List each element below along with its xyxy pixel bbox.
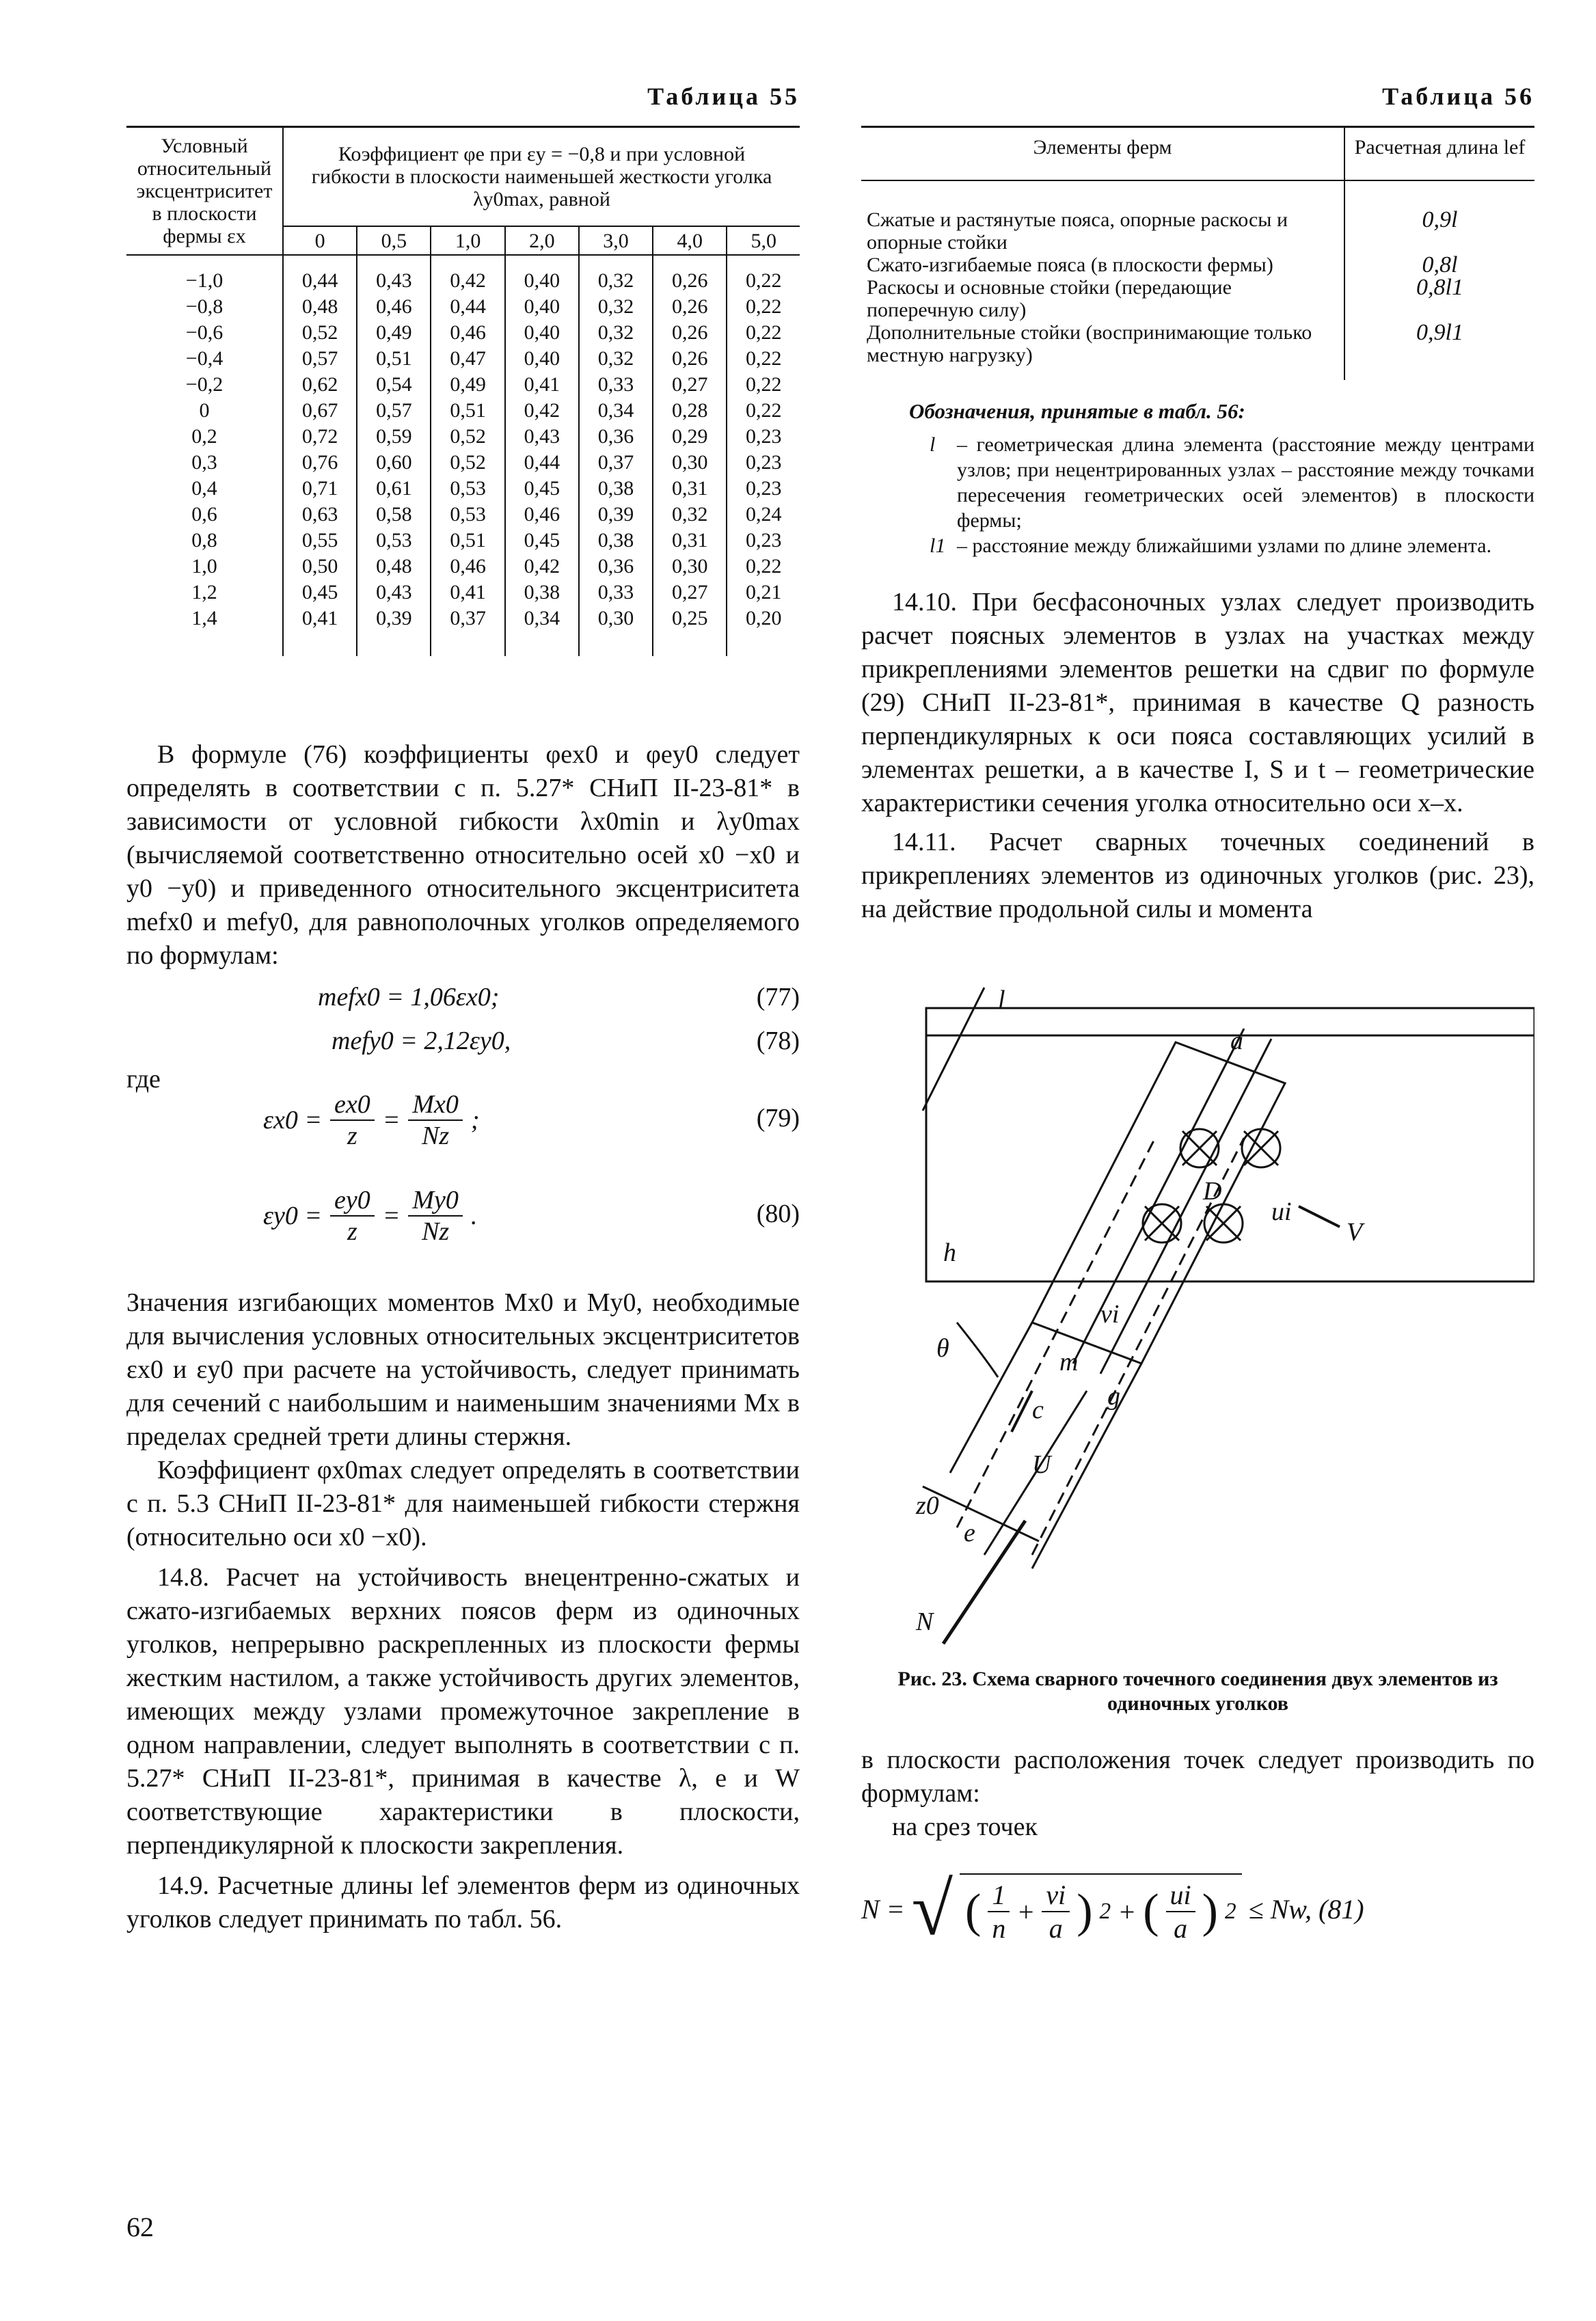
coefficient-cell: 0,53 [431,502,504,528]
where-label: где [126,1065,161,1094]
table55-lambda-header: 3,0 [579,226,653,255]
eccentricity-cell: 0,4 [191,477,217,500]
figure-label-vi: vi [1100,1300,1120,1329]
page-number: 62 [126,2212,154,2242]
coefficient-cell: 0,45 [505,476,579,502]
formula-80-lhs: εy0 = [263,1202,322,1230]
coefficient-cell: 0,26 [653,320,727,346]
coefficient-cell: 0,53 [357,528,431,554]
notes-list [861,432,1534,558]
table-row [861,321,1534,380]
eccentricity-cell: 0,8 [191,529,217,552]
note-symbol: l [930,433,936,456]
note-item [930,432,1534,533]
table56-body [861,180,1534,380]
figure-label-D: D [1203,1177,1222,1206]
note-text: – геометрическая длина элемента (расстояние между центрами узлов; при нецентрированных узлах – расстояние между точками пересечения геометрических осей элементов) в плоскости фермы; [957,433,1534,532]
figure-label-h: h [943,1238,956,1267]
figure-label-g: g [1107,1382,1120,1411]
formula-79-frac2-den: Nz [422,1122,450,1150]
figure-label-U: U [1032,1450,1051,1479]
coefficient-cell: 0,48 [357,554,431,580]
coefficient-cell: 0,53 [431,476,504,502]
table-row [126,424,800,450]
coefficient-cell: 0,38 [579,476,653,502]
coefficient-cell: 0,51 [431,528,504,554]
coefficient-cell: 0,30 [653,554,727,580]
coefficient-cell: 0,22 [727,372,800,398]
coefficient-cell: 0,32 [579,255,653,294]
coefficient-cell: 0,38 [579,528,653,554]
formula-79-number: (79) [756,1104,800,1132]
table-row [126,502,800,528]
coefficient-cell: 0,46 [505,502,579,528]
table55-lambda-header: 1,0 [431,226,504,255]
table55-group-header: Коэффициент φe при εy = −0,8 и при условной гибкости в плоскости наименьшей жесткости уголка λy0max, равной [283,127,800,227]
coefficient-cell: 0,63 [283,502,357,528]
coefficient-cell: 0,28 [653,398,727,424]
coefficient-cell: 0,21 [727,580,800,606]
table55-lambda-header: 5,0 [727,226,800,255]
coefficient-cell: 0,22 [727,255,800,294]
coefficient-cell: 0,57 [283,346,357,372]
table-row [126,255,800,294]
coefficient-cell: 0,31 [653,528,727,554]
coefficient-cell: 0,39 [357,606,431,656]
coefficient-cell: 0,47 [431,346,504,372]
coefficient-cell: 0,22 [727,294,800,320]
coefficient-cell: 0,37 [579,450,653,476]
coefficient-cell: 0,44 [283,255,357,294]
coefficient-cell: 0,30 [579,606,653,656]
formula-78-number: (78) [756,1027,800,1055]
table55-col1-header: Условный относительный эксцентриситет в плоскости фермы εx [126,127,283,256]
coefficient-cell: 0,52 [431,450,504,476]
left-paragraph-4: 14.8. Расчет на устойчивость внецентренно-сжатых и сжато-изгибаемых верхних поясов ферм из одиночных уголков, непрерывно раскрепленных из плоскости фермы жестким настилом, а также устойчивость других элементов, имеющих между узлами промежуточное закрепление в одном направлении, следует выполнять в соответствии с п. 5.27* СНиП II-23-81*, принимая в качестве λ, e и W соответствующие характеристики в плоскости, перпендикулярной к плоскости закрепления. [126,1563,800,1860]
coefficient-cell: 0,50 [283,554,357,580]
eccentricity-cell: −0,6 [185,321,224,344]
coefficient-cell: 0,48 [283,294,357,320]
coefficient-cell: 0,40 [505,346,579,372]
table56 [861,126,1534,380]
coefficient-cell: 0,46 [357,294,431,320]
coefficient-cell: 0,43 [357,255,431,294]
figure-23 [861,953,1534,1651]
figure-label-z0: z0 [916,1491,939,1520]
coefficient-cell: 0,27 [653,372,727,398]
coefficient-cell: 0,59 [357,424,431,450]
table-row [126,580,800,606]
coefficient-cell: 0,29 [653,424,727,450]
figure-label-e: e [964,1519,975,1547]
table55-lambda-header: 0,5 [357,226,431,255]
length-cell: 0,8l [1344,254,1534,276]
eccentricity-cell: −1,0 [185,269,224,292]
coefficient-cell: 0,51 [431,398,504,424]
notes-title: Обозначения, принятые в табл. 56: [909,399,1245,423]
formula-79: εx0 = $\frac{ex0}{z}$ = $\frac{Mx0}{Nz}$ ; (79) [263,1090,800,1150]
right-column [861,82,1534,1951]
coefficient-cell: 0,42 [431,255,504,294]
formula-78-expr: mefy0 = 2,12εy0, [332,1027,511,1055]
formula-80-frac1-num: ey0 [330,1185,375,1217]
coefficient-cell: 0,41 [505,372,579,398]
coefficient-cell: 0,44 [431,294,504,320]
coefficient-cell: 0,40 [505,294,579,320]
eccentricity-cell: −0,2 [185,373,224,396]
coefficient-cell: 0,67 [283,398,357,424]
left-paragraph-5: 14.9. Расчетные длины lef элементов ферм из одиночных уголков следует принимать по табл. 56. [126,1871,800,1933]
formula-77-number: (77) [756,983,800,1012]
coefficient-cell: 0,45 [505,528,579,554]
coefficient-cell: 0,43 [505,424,579,450]
coefficient-cell: 0,22 [727,320,800,346]
formula-80-frac1-den: z [347,1217,357,1246]
eccentricity-cell: 1,0 [191,555,217,578]
formula-80-frac2-num: My0 [408,1185,463,1217]
coefficient-cell: 0,42 [505,398,579,424]
table56-caption: Таблица 56 [1382,83,1534,110]
figure-diagonal-inner-2 [1100,1039,1271,1374]
table55-caption: Таблица 55 [647,83,800,110]
formula-81-a2: a [1174,1913,1188,1944]
coefficient-cell: 0,23 [727,476,800,502]
right-paragraph-4: на срез точек [892,1813,1038,1841]
coefficient-cell: 0,41 [431,580,504,606]
length-cell: 0,9l [1344,180,1534,254]
figure-diagonal-band [1032,1042,1285,1363]
table-row [126,346,800,372]
note-text: – расстояние между ближайшими узлами по длине элемента. [957,534,1492,557]
eccentricity-cell: 0 [199,399,210,422]
coefficient-cell: 0,43 [357,580,431,606]
coefficient-cell: 0,27 [653,580,727,606]
formula-81-a1: a [1049,1913,1063,1944]
coefficient-cell: 0,76 [283,450,357,476]
formula-81-rhs: ≤ Nw, (81) [1248,1893,1364,1925]
formula-80-number: (80) [756,1199,800,1228]
figure-label-l: l [998,986,1005,1014]
table-row [126,450,800,476]
formula-77-expr: mefx0 = 1,06εx0; [318,983,500,1012]
coefficient-cell: 0,49 [357,320,431,346]
coefficient-cell: 0,23 [727,424,800,450]
coefficient-cell: 0,55 [283,528,357,554]
coefficient-cell: 0,30 [653,450,727,476]
coefficient-cell: 0,22 [727,398,800,424]
coefficient-cell: 0,41 [283,606,357,656]
table-row [861,180,1534,254]
coefficient-cell: 0,34 [579,398,653,424]
coefficient-cell: 0,39 [579,502,653,528]
figure-label-m: m [1059,1348,1079,1376]
coefficient-cell: 0,32 [579,346,653,372]
coefficient-cell: 0,60 [357,450,431,476]
figure-label-u: ui [1271,1197,1292,1226]
figure-angle-theta [957,1322,998,1377]
figure-force-V [1299,1206,1340,1227]
table-row [126,320,800,346]
coefficient-cell: 0,61 [357,476,431,502]
coefficient-cell: 0,54 [357,372,431,398]
formula-77 [126,982,800,1026]
formula-79-lhs: εx0 = [263,1106,322,1135]
element-cell: Дополнительные стойки (воспринимающие только местную нагрузку) [867,321,1312,366]
coefficient-cell: 0,71 [283,476,357,502]
coefficient-cell: 0,45 [283,580,357,606]
coefficient-cell: 0,72 [283,424,357,450]
coefficient-cell: 0,26 [653,346,727,372]
coefficient-cell: 0,33 [579,372,653,398]
table-row [861,276,1534,321]
coefficient-cell: 0,36 [579,424,653,450]
formula-81-vi: vi [1042,1879,1070,1912]
right-paragraph-1: 14.10. При бесфасоночных узлах следует производить расчет поясных элементов в узлах на участках между прикреплениями элементов решетки на сдвиг по формуле (29) СНиП II-23-81*, принимая в качестве Q разность перпендикулярных к оси пояса составляющих усилий в элементах решетки, а в качестве I, S и t – геометрические характеристики сечения уголка относительно оси x–x. [861,588,1534,817]
coefficient-cell: 0,46 [431,554,504,580]
coefficient-cell: 0,37 [431,606,504,656]
coefficient-cell: 0,57 [357,398,431,424]
coefficient-cell: 0,34 [505,606,579,656]
left-paragraph-2: Значения изгибающих моментов Mx0 и My0, необходимые для вычисления условных относительных эксцентриситетов εx0 и εy0 при расчете на устойчивость, следует принимать для сечений с наибольшим и наименьшим значениями Mx в пределах средней трети длины стержня. [126,1288,800,1451]
figure-force-U [1012,1391,1032,1432]
eccentricity-cell: −0,8 [185,295,224,318]
figure-label-N: N [916,1607,934,1636]
right-paragraph-3: в плоскости расположения точек следует производить по формулам: [861,1746,1534,1808]
table-row [126,606,800,656]
coefficient-cell: 0,31 [653,476,727,502]
table55-lambda-header: 4,0 [653,226,727,255]
coefficient-cell: 0,44 [505,450,579,476]
coefficient-cell: 0,24 [727,502,800,528]
eccentricity-cell: 1,4 [191,607,217,629]
formula-81-ui: ui [1166,1879,1195,1912]
coefficient-cell: 0,25 [653,606,727,656]
right-paragraph-2: 14.11. Расчет сварных точечных соединений в прикреплениях элементов из одиночных уголков (рис. 23), на действие продольной силы и момента [861,828,1534,923]
coefficient-cell: 0,33 [579,580,653,606]
element-cell: Раскосы и основные стойки (передающие поперечную силу) [867,276,1232,321]
formula-81-n: n [992,1913,1006,1944]
table56-col2-header: Расчетная длина lef [1344,127,1534,181]
table-row [126,528,800,554]
formula-80: εy0 = $\frac{ey0}{z}$ = $\frac{My0}{Nz}$ . (80) [263,1186,800,1246]
coefficient-cell: 0,52 [283,320,357,346]
figure-force-N [943,1521,1025,1644]
formula-79-frac2-num: Mx0 [408,1089,463,1121]
table-row [861,254,1534,276]
table56-col1-header: Элементы ферм [861,127,1344,181]
coefficient-cell: 0,40 [505,255,579,294]
coefficient-cell: 0,23 [727,450,800,476]
length-cell: 0,9l1 [1344,321,1534,380]
formula-79-frac1-num: ex0 [330,1089,375,1121]
coefficient-cell: 0,38 [505,580,579,606]
coefficient-cell: 0,40 [505,320,579,346]
table55 [126,126,800,656]
left-column [126,82,800,1936]
figure-axis-1 [957,1138,1155,1528]
coefficient-cell: 0,26 [653,294,727,320]
figure-dim-line [950,1322,1032,1473]
table-row [126,554,800,580]
left-paragraph-1: В формуле (76) коэффициенты φex0 и φey0 следует определять в соответствии с п. 5.27* СНиП II-23-81* в зависимости от условной гибкости λx0min и λy0max (вычисляемой соответственно относительно осей x0 −x0 и y0 −y0) и приведенного относительного эксцентриситета mefx0 и mefy0, для равнополочных уголков определяемого по формулам: [126,740,800,970]
note-symbol: l1 [930,534,946,557]
table-row [126,372,800,398]
table55-lambda-header: 0 [283,226,357,255]
coefficient-cell: 0,52 [431,424,504,450]
coefficient-cell: 0,46 [431,320,504,346]
coefficient-cell: 0,58 [357,502,431,528]
formula-81: N = √ ( $\frac{1}{n}$ + $\frac{vi}{a}$ ) 2 + ( $\frac{ui}{a}$ ) 2 ≤ Nw, (81) [861,1867,1364,1951]
coefficient-cell: 0,32 [579,294,653,320]
table-row [126,294,800,320]
coefficient-cell: 0,49 [431,372,504,398]
coefficient-cell: 0,62 [283,372,357,398]
formula-78 [126,1026,800,1070]
table55-lambda-header: 2,0 [505,226,579,255]
coefficient-cell: 0,26 [653,255,727,294]
formula-79-frac1-den: z [347,1122,357,1150]
eccentricity-cell: −0,4 [185,347,224,370]
figure-caption: Рис. 23. Схема сварного точечного соединения двух элементов из одиночных уголков [897,1668,1498,1715]
coefficient-cell: 0,22 [727,554,800,580]
table-row [126,476,800,502]
coefficient-cell: 0,42 [505,554,579,580]
formula-81-lhs: N = [861,1893,905,1925]
coefficient-cell: 0,22 [727,346,800,372]
left-paragraph-3: Коэффициент φx0max следует определять в соответствии с п. 5.3 СНиП II-23-81* для наименьшей гибкости стержня (относительно оси x0 −x0). [126,1456,800,1551]
coefficient-cell: 0,23 [727,528,800,554]
eccentricity-cell: 0,6 [191,503,217,526]
figure-dim-l [923,988,984,1111]
table-row [126,398,800,424]
coefficient-cell: 0,36 [579,554,653,580]
coefficient-cell: 0,32 [579,320,653,346]
coefficient-cell: 0,51 [357,346,431,372]
figure-label-theta: θ [936,1334,949,1363]
figure-label-a: a [1230,1027,1243,1055]
table55-body [126,255,800,656]
eccentricity-cell: 1,2 [191,581,217,603]
figure-label-V: V [1347,1218,1363,1247]
note-item [930,533,1534,558]
figure-label-c: c [1032,1396,1044,1424]
formula-80-frac2-den: Nz [422,1217,450,1246]
eccentricity-cell: 0,3 [191,451,217,474]
element-cell: Сжатые и растянутые пояса, опорные раскосы и опорные стойки [867,208,1288,254]
element-cell: Сжато-изгибаемые пояса (в плоскости фермы) [867,254,1273,276]
formula-81-one: 1 [988,1879,1010,1912]
coefficient-cell: 0,20 [727,606,800,656]
length-cell: 0,8l1 [1344,276,1534,321]
coefficient-cell: 0,32 [653,502,727,528]
eccentricity-cell: 0,2 [191,425,217,448]
